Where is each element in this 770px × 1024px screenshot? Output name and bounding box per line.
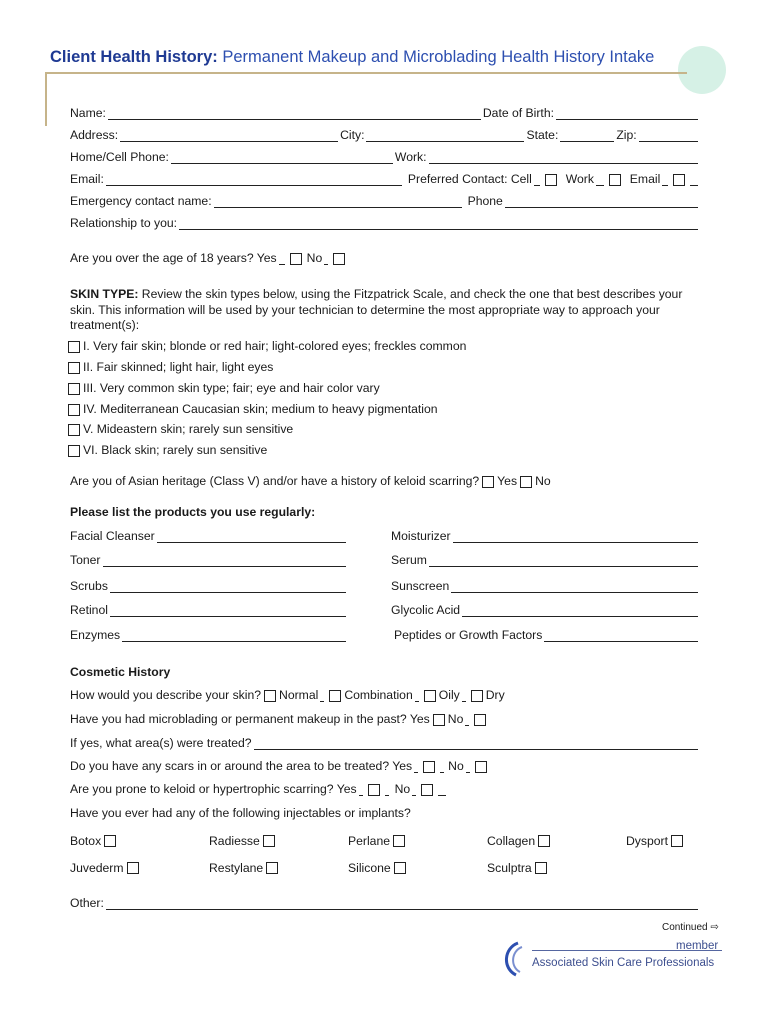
- home-phone-field[interactable]: [171, 152, 393, 164]
- pref-email-checkbox[interactable]: [673, 174, 685, 186]
- silicone-checkbox[interactable]: [394, 862, 406, 874]
- state-label: State:: [526, 128, 559, 142]
- member-label: member: [676, 940, 719, 952]
- injectable-label: Restylane: [209, 861, 264, 875]
- title-subtitle: Permanent Makeup and Microblading Health History Intake: [222, 48, 655, 66]
- name-field[interactable]: [108, 108, 481, 120]
- injectable-label: Radiesse: [209, 834, 260, 848]
- product-label: Facial Cleanser: [70, 529, 155, 543]
- skin-type-intro: [70, 287, 700, 334]
- areas-row: [70, 736, 700, 750]
- microblading-yes-checkbox[interactable]: [433, 714, 445, 726]
- injectable-label: Dysport: [626, 834, 668, 848]
- moisturizer-field[interactable]: [453, 531, 698, 543]
- product-row-left: [70, 553, 348, 567]
- skin-type-option: [70, 443, 700, 457]
- email-field[interactable]: [106, 174, 402, 186]
- asian-heritage-question: Are you of Asian heritage (Class V) and/or have a history of keloid scarring?: [70, 474, 480, 488]
- page-title: [50, 48, 654, 67]
- restylane-checkbox[interactable]: [266, 862, 278, 874]
- product-row-right: [391, 529, 700, 543]
- injectable-label: Botox: [70, 834, 102, 848]
- ascp-logo-icon: [498, 940, 532, 978]
- product-label: Glycolic Acid: [391, 603, 461, 617]
- areas-field[interactable]: [254, 738, 698, 750]
- product-row-right: [391, 553, 700, 567]
- city-label: City:: [340, 128, 365, 142]
- age-question: Are you over the age of 18 years? Yes: [70, 251, 277, 265]
- dob-field[interactable]: [556, 108, 698, 120]
- scars-question: Do you have any scars in or around the area to be treated? Yes: [70, 759, 413, 773]
- sunscreen-field[interactable]: [451, 581, 698, 593]
- scrubs-field[interactable]: [110, 581, 346, 593]
- injectable-option: [209, 861, 281, 875]
- emergency-field[interactable]: [214, 196, 462, 208]
- injectable-option: [348, 861, 409, 875]
- product-label: Scrubs: [70, 579, 108, 593]
- product-row-right: [391, 603, 700, 617]
- city-field[interactable]: [366, 130, 524, 142]
- keloid-no-checkbox[interactable]: [421, 784, 433, 796]
- work-phone-field[interactable]: [429, 152, 698, 164]
- skin-type-4-checkbox[interactable]: [68, 404, 80, 416]
- skin-combination-checkbox[interactable]: [329, 690, 341, 702]
- other-row: [70, 896, 700, 910]
- product-row-right: [394, 628, 700, 642]
- skin-type-option: [70, 381, 700, 395]
- cosmetic-history-heading: Cosmetic History: [70, 665, 171, 679]
- asian-yes-label: Yes: [497, 474, 518, 488]
- injectable-option: [70, 861, 142, 875]
- pref-cell-checkbox[interactable]: [545, 174, 557, 186]
- injectable-option: [209, 834, 278, 848]
- preferred-contact-label: Preferred Contact: Cell: [407, 172, 532, 186]
- skin-type-label: I. Very fair skin; blonde or red hair; light-colored eyes; freckles common: [83, 339, 467, 353]
- scars-yes-checkbox[interactable]: [423, 761, 435, 773]
- facial-cleanser-field[interactable]: [157, 531, 346, 543]
- pref-email-label: Email: [629, 172, 661, 186]
- injectable-label: Sculptra: [487, 861, 532, 875]
- age-yes-checkbox[interactable]: [290, 253, 302, 265]
- emergency-row: [70, 194, 700, 208]
- home-phone-label: Home/Cell Phone:: [70, 150, 169, 164]
- age-no-label: No: [306, 251, 323, 265]
- product-label: Toner: [70, 553, 101, 567]
- skin-oily-label: Oily: [438, 688, 460, 702]
- email-row: [70, 172, 700, 186]
- skin-type-label: III. Very common skin type; fair; eye and hair color vary: [83, 381, 380, 395]
- age-row: [70, 251, 700, 265]
- skin-oily-checkbox[interactable]: [424, 690, 436, 702]
- juvederm-checkbox[interactable]: [127, 862, 139, 874]
- skin-type-label: V. Mideastern skin; rarely sun sensitive: [83, 422, 294, 436]
- keloid-no-label: No: [394, 782, 411, 796]
- injectable-option: [70, 834, 119, 848]
- skin-dry-label: Dry: [485, 688, 505, 702]
- asian-heritage-row: [70, 474, 700, 488]
- skin-describe-row: [70, 688, 700, 702]
- microblading-question: Have you had microblading or permanent makeup in the past? Yes: [70, 712, 430, 726]
- skin-describe-question: How would you describe your skin?: [70, 688, 262, 702]
- name-label: Name:: [70, 106, 106, 120]
- product-label: Moisturizer: [391, 529, 451, 543]
- retinol-field[interactable]: [110, 605, 346, 617]
- areas-question: If yes, what area(s) were treated?: [70, 736, 252, 750]
- skin-type-label: IV. Mediterranean Caucasian skin; medium to heavy pigmentation: [83, 402, 438, 416]
- perlane-checkbox[interactable]: [393, 835, 405, 847]
- pref-work-checkbox[interactable]: [609, 174, 621, 186]
- product-label: Serum: [391, 553, 427, 567]
- relationship-field[interactable]: [179, 218, 698, 230]
- address-row: [70, 128, 700, 142]
- product-label: Enzymes: [70, 628, 121, 642]
- skin-type-option: [70, 402, 700, 416]
- other-label: Other:: [70, 896, 104, 910]
- email-label: Email:: [70, 172, 104, 186]
- scars-no-checkbox[interactable]: [475, 761, 487, 773]
- product-row-right: [391, 579, 700, 593]
- scars-no-label: No: [448, 759, 464, 773]
- skin-type-label: II. Fair skinned; light hair, light eyes: [83, 360, 274, 374]
- keloid-question: Are you prone to keloid or hypertrophic scarring? Yes: [70, 782, 357, 796]
- skin-type-option: [70, 339, 700, 353]
- scars-row: [70, 759, 700, 773]
- injectable-label: Perlane: [348, 834, 391, 848]
- dob-label: Date of Birth:: [482, 106, 554, 120]
- keloid-yes-checkbox[interactable]: [368, 784, 380, 796]
- glycolic-acid-field[interactable]: [462, 605, 698, 617]
- zip-field[interactable]: [639, 130, 698, 142]
- work-phone-label: Work:: [394, 150, 427, 164]
- age-no-checkbox[interactable]: [333, 253, 345, 265]
- skin-type-3-checkbox[interactable]: [68, 383, 80, 395]
- collagen-checkbox[interactable]: [538, 835, 550, 847]
- skin-combination-label: Combination: [344, 688, 413, 702]
- relationship-row: [70, 216, 700, 230]
- other-field[interactable]: [106, 898, 698, 910]
- skin-dry-checkbox[interactable]: [471, 690, 483, 702]
- toner-field[interactable]: [103, 555, 347, 567]
- microblading-row: [70, 712, 700, 726]
- product-label: Sunscreen: [391, 579, 450, 593]
- title-bold: Client Health History:: [50, 48, 218, 66]
- skin-type-6-checkbox[interactable]: [68, 445, 80, 457]
- skin-normal-label: Normal: [279, 688, 319, 702]
- address-field[interactable]: [120, 130, 338, 142]
- injectable-option: [487, 861, 550, 875]
- microblading-no-checkbox[interactable]: [474, 714, 486, 726]
- enzymes-field[interactable]: [122, 630, 346, 642]
- skin-type-option: [70, 360, 700, 374]
- product-row-left: [70, 603, 348, 617]
- pref-work-label: Work: [565, 172, 594, 186]
- relationship-label: Relationship to you:: [70, 216, 178, 230]
- product-label: Peptides or Growth Factors: [394, 628, 543, 642]
- sculptra-checkbox[interactable]: [535, 862, 547, 874]
- asian-yes-checkbox[interactable]: [482, 476, 494, 488]
- emergency-label: Emergency contact name:: [70, 194, 212, 208]
- injectable-option: [626, 834, 686, 848]
- dysport-checkbox[interactable]: [671, 835, 683, 847]
- product-label: Retinol: [70, 603, 108, 617]
- skin-type-1-checkbox[interactable]: [68, 341, 80, 353]
- injectable-label: Juvederm: [70, 861, 124, 875]
- injectables-question: Have you ever had any of the following injectables or implants?: [70, 806, 411, 820]
- product-row-left: [70, 529, 348, 543]
- skin-type-text: Review the skin types below, using the Fitzpatrick Scale, and check the one that best describes your skin. This information will be used by your technician to determine the most appropriate way to approach your treatment(s):: [70, 287, 683, 332]
- skin-type-option: [70, 422, 700, 436]
- injectable-label: Collagen: [487, 834, 536, 848]
- phone-row: [70, 150, 700, 164]
- association-name: Associated Skin Care Professionals: [532, 957, 715, 969]
- radiesse-checkbox[interactable]: [263, 835, 275, 847]
- product-row-left: [70, 579, 348, 593]
- emergency-phone-field[interactable]: [505, 196, 698, 208]
- keloid-row: [70, 782, 700, 796]
- name-row: [70, 106, 700, 120]
- zip-label: Zip:: [616, 128, 637, 142]
- botox-checkbox[interactable]: [104, 835, 116, 847]
- state-field[interactable]: [560, 130, 614, 142]
- skin-type-label: VI. Black skin; rarely sun sensitive: [83, 443, 268, 457]
- product-row-left: [70, 628, 348, 642]
- asian-no-label: No: [535, 474, 551, 488]
- skin-normal-checkbox[interactable]: [264, 690, 276, 702]
- skin-type-5-checkbox[interactable]: [68, 424, 80, 436]
- peptides-field[interactable]: [544, 630, 698, 642]
- emergency-phone-label: Phone: [467, 194, 503, 208]
- microblading-no-label: No: [447, 712, 464, 726]
- injectable-option: [348, 834, 408, 848]
- serum-field[interactable]: [429, 555, 698, 567]
- address-label: Address:: [70, 128, 119, 142]
- skin-type-heading: SKIN TYPE:: [70, 287, 139, 301]
- products-heading: Please list the products you use regularly:: [70, 505, 316, 519]
- injectable-option: [487, 834, 553, 848]
- skin-type-2-checkbox[interactable]: [68, 362, 80, 374]
- injectable-label: Silicone: [348, 861, 391, 875]
- asian-no-checkbox[interactable]: [520, 476, 532, 488]
- continued-label: Continued ⇨: [662, 922, 719, 933]
